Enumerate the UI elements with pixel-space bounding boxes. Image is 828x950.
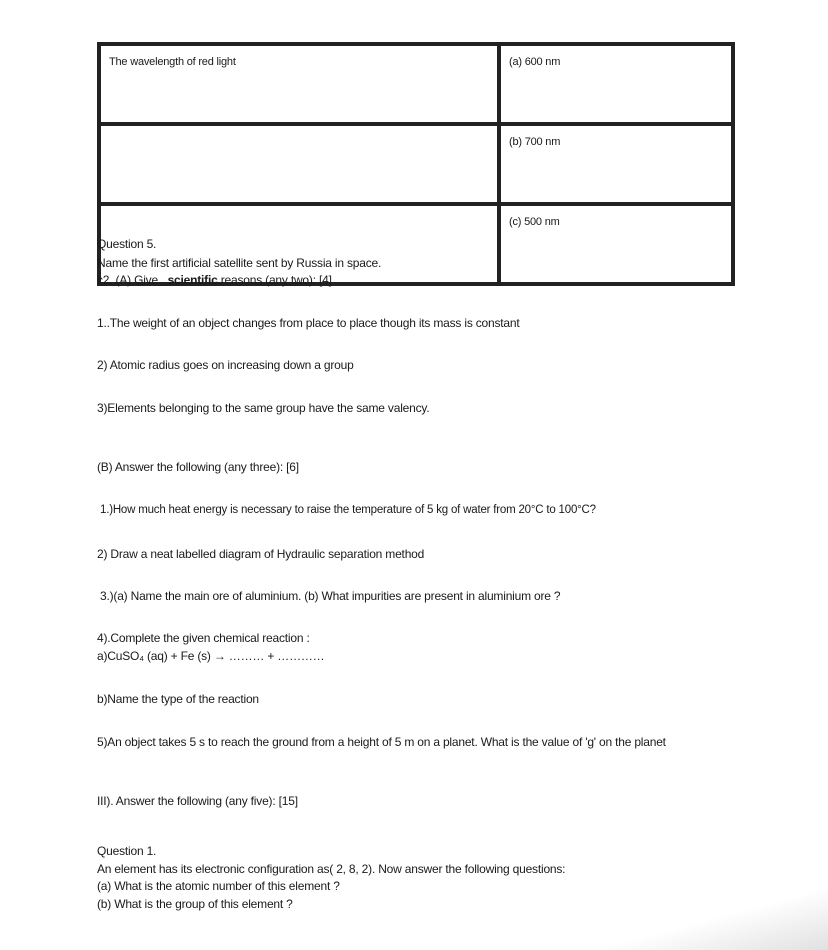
table-question-cell: The wavelength of red light [99, 44, 499, 124]
table-row [99, 44, 733, 124]
options-table [97, 42, 735, 286]
question5-text: Name the first artificial satellite sent by Russia in space. [97, 256, 382, 270]
section-b-item-1: 1.)How much heat energy is necessary to raise the temperature of 5 kg of water from 20°C to 100°C? [100, 504, 596, 516]
section-a-heading [97, 273, 332, 287]
section-iii-heading: III). Answer the following (any five): [15] [97, 794, 298, 808]
table-option-cell: (a) 600 nm [499, 44, 733, 124]
question1-line3: (b) What is the group of this element ? [97, 897, 293, 911]
question1-heading: Question 1. [97, 844, 157, 858]
table-option-cell: (b) 700 nm [499, 124, 733, 204]
section-a-item-3: 3)Elements belonging to the same group have the same valency. [97, 401, 430, 415]
section-b-item-4-line2: a)CuSO₄ (aq) + Fe (s) → ……… + ………… [97, 649, 325, 663]
table-option-cell: (c) 500 nm [499, 204, 733, 284]
section-b-item-4-b: b)Name the type of the reaction [97, 692, 259, 706]
section-b-item-5: 5)An object takes 5 s to reach the ground from a height of 5 m on a planet. What is the value of 'g' on the planet [97, 735, 666, 749]
section-a-bold-word: _scientific [161, 273, 218, 287]
table-question-cell [99, 124, 499, 204]
question1-line2: (a) What is the atomic number of this element ? [97, 879, 340, 893]
section-b-item-3: 3.)(a) Name the main ore of aluminium. (b) What impurities are present in aluminium ore ? [100, 589, 561, 603]
table-row [99, 124, 733, 204]
section-a-item-1: 1..The weight of an object changes from place to place though its mass is constant [97, 316, 520, 330]
question1-line1: An element has its electronic configuration as( 2, 8, 2). Now answer the following questions: [97, 862, 566, 876]
section-a-item-2: 2) Atomic radius goes on increasing down a group [97, 358, 354, 372]
section-b-item-4-line1: 4).Complete the given chemical reaction : [97, 631, 310, 645]
table-question-cell [99, 204, 499, 284]
question5-heading: Question 5. [97, 237, 157, 251]
section-a-prefix: c2. (A) Give [97, 273, 162, 287]
page-curl-shadow [568, 880, 828, 950]
section-b-heading: (B) Answer the following (any three): [6] [97, 460, 299, 474]
section-b-item-2: 2) Draw a neat labelled diagram of Hydraulic separation method [97, 547, 425, 561]
section-a-suffix: reasons (any two): [4] [217, 273, 332, 287]
table-row [99, 204, 733, 284]
